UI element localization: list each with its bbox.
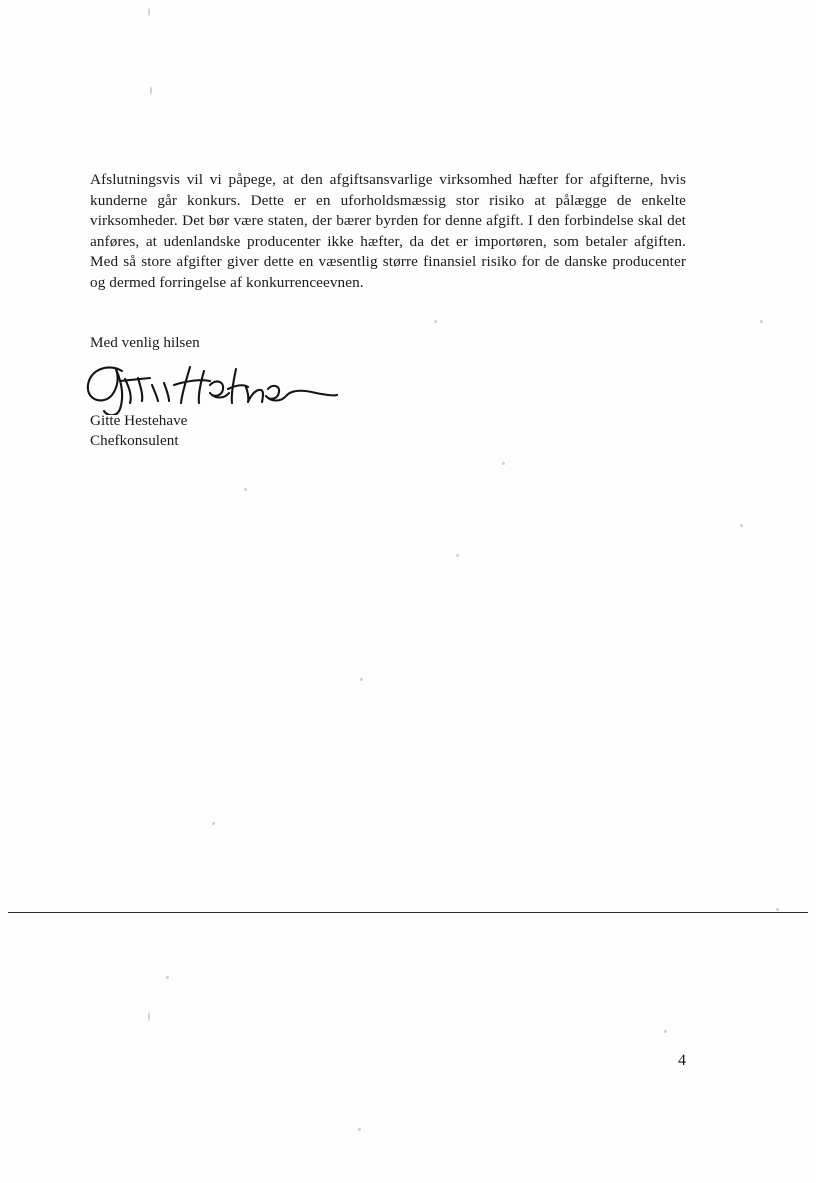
scan-speck	[148, 1012, 150, 1021]
scan-speck	[358, 1128, 361, 1131]
signature-image	[78, 359, 686, 411]
signer-title: Chefkonsulent	[90, 432, 179, 450]
scan-speck	[740, 524, 743, 527]
closing-line: Med venlig hilsen	[90, 333, 200, 351]
scan-speck	[212, 822, 215, 825]
scan-speck	[760, 320, 763, 323]
scan-speck	[148, 8, 150, 16]
scan-speck	[360, 678, 363, 681]
footer-divider	[8, 912, 808, 913]
scan-speck	[456, 554, 459, 557]
scan-speck	[244, 488, 247, 491]
scan-speck	[776, 908, 779, 911]
scan-speck	[166, 976, 169, 979]
signer-name: Gitte Hestehave	[90, 412, 188, 430]
letter-body	[90, 170, 686, 452]
body-paragraph: Afslutningsvis vil vi påpege, at den afgiftsansvarlige virksomhed hæfter for afgifterne, hvis kunderne går konkurs. Dette er en uforholdsmæssig stor risiko at pålægge de enkelte virksomheder. Det bør være staten, der bærer byrden for denne afgift. I den forbindelse skal det anføres, at udenlandske producenter ikke hæfter, da det er importøren, som betaler afgiften. Med så store afgifter giver dette en væsentlig større finansiel risiko for de danske producenter og dermed forringelse af konkurrenceevnen.	[90, 171, 686, 291]
scan-speck	[502, 462, 505, 465]
scan-speck	[150, 86, 152, 95]
page-number: 4	[678, 1052, 686, 1069]
scan-speck	[664, 1030, 667, 1033]
